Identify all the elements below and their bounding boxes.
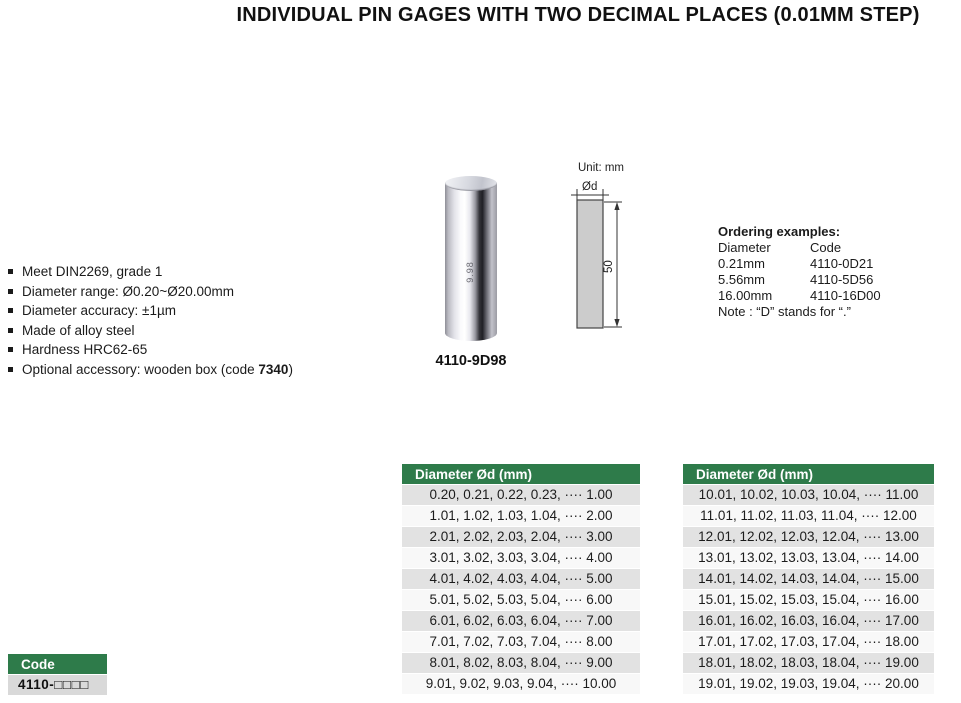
- table-row: 13.01, 13.02, 13.03, 13.04, ···· 14.00: [683, 548, 934, 569]
- ordering-code: 4110-0D21: [810, 256, 874, 271]
- ordering-diameter: 0.21mm: [718, 256, 765, 271]
- table-header: Diameter Ød (mm): [402, 464, 640, 485]
- product-code-label: 4110-9D98: [435, 353, 507, 369]
- ordering-column-headers: [718, 240, 938, 256]
- pin-profile-rect: [577, 200, 603, 328]
- table-row: 0.20, 0.21, 0.22, 0.23, ···· 1.00: [402, 485, 640, 506]
- table-row: 2.01, 2.02, 2.03, 2.04, ···· 3.00: [402, 527, 640, 548]
- table-row: 17.01, 17.02, 17.03, 17.04, ···· 18.00: [683, 632, 934, 653]
- code-block-header: Code: [8, 654, 107, 675]
- ordering-code: 4110-5D56: [810, 272, 874, 287]
- page-title: INDIVIDUAL PIN GAGES WITH TWO DECIMAL PLACES (0.01MM STEP): [236, 4, 920, 26]
- ordering-diameter: 5.56mm: [718, 272, 765, 287]
- table-row: 1.01, 1.02, 1.03, 1.04, ···· 2.00: [402, 506, 640, 527]
- table-row: 5.01, 5.02, 5.03, 5.04, ···· 6.00: [402, 590, 640, 611]
- ordering-example-row: [718, 288, 938, 304]
- feature-item: [8, 282, 388, 302]
- table-row: 15.01, 15.02, 15.03, 15.04, ···· 16.00: [683, 590, 934, 611]
- dimension-drawing: [553, 155, 648, 345]
- feature-item: [8, 262, 388, 282]
- code-block: [8, 654, 107, 695]
- ordering-diameter: 16.00mm: [718, 288, 773, 303]
- ordering-example-row: [718, 256, 938, 272]
- feature-text: Hardness HRC62-65: [22, 342, 148, 357]
- feature-item: [8, 301, 388, 321]
- table-row: 8.01, 8.02, 8.03, 8.04, ···· 9.00: [402, 653, 640, 674]
- table-row: 10.01, 10.02, 10.03, 10.04, ···· 11.00: [683, 485, 934, 506]
- feature-item: [8, 340, 388, 360]
- ordering-code: 4110-16D00: [810, 288, 881, 303]
- bullet-square-icon: [8, 367, 13, 372]
- feature-text: Diameter accuracy: ±1µm: [22, 303, 176, 318]
- pin-cylinder-body: [445, 183, 497, 341]
- bullet-square-icon: [8, 289, 13, 294]
- accessory-code: 7340: [258, 361, 289, 377]
- table-row: 6.01, 6.02, 6.03, 6.04, ···· 7.00: [402, 611, 640, 632]
- ordering-note: Note : “D” stands for “.”: [718, 304, 851, 319]
- table-row: 4.01, 4.02, 4.03, 4.04, ···· 5.00: [402, 569, 640, 590]
- table-row: 14.01, 14.02, 14.03, 14.04, ···· 15.00: [683, 569, 934, 590]
- ordering-example-row: [718, 272, 938, 288]
- bullet-square-icon: [8, 308, 13, 313]
- bullet-square-icon: [8, 269, 13, 274]
- table-row: 9.01, 9.02, 9.03, 9.04, ···· 10.00: [402, 674, 640, 695]
- arrowhead-up-icon: [614, 202, 619, 210]
- diameter-table-1: [402, 464, 640, 695]
- pin-engraving-text: 9.98: [464, 261, 475, 283]
- pin-cylinder-top: [445, 176, 497, 191]
- table-row: 7.01, 7.02, 7.03, 7.04, ···· 8.00: [402, 632, 640, 653]
- ordering-col-code: Code: [810, 240, 842, 255]
- arrowhead-down-icon: [614, 319, 619, 327]
- diameter-table-2: [683, 464, 934, 695]
- table-row: 18.01, 18.02, 18.03, 18.04, ···· 19.00: [683, 653, 934, 674]
- code-block-value: 4110-□□□□: [8, 675, 107, 695]
- table-row: 12.01, 12.02, 12.03, 12.04, ···· 13.00: [683, 527, 934, 548]
- ordering-col-diameter: Diameter: [718, 240, 771, 255]
- feature-text: Meet DIN2269, grade 1: [22, 264, 163, 279]
- feature-item-optional-accessory: [8, 360, 388, 380]
- feature-text: Optional accessory: wooden box (code 7340): [22, 361, 293, 377]
- ordering-heading: Ordering examples:: [718, 224, 841, 239]
- table-row: 19.01, 19.02, 19.03, 19.04, ···· 20.00: [683, 674, 934, 695]
- bullet-square-icon: [8, 328, 13, 333]
- table-row: 11.01, 11.02, 11.03, 11.04, ···· 12.00: [683, 506, 934, 527]
- unit-label: Unit: mm: [578, 162, 624, 174]
- table-row: 16.01, 16.02, 16.03, 16.04, ···· 17.00: [683, 611, 934, 632]
- ordering-examples: [718, 224, 938, 320]
- diameter-dim-label: Ød: [582, 181, 598, 193]
- pin-gage-photo: [445, 176, 497, 341]
- table-header: Diameter Ød (mm): [683, 464, 934, 485]
- feature-item: [8, 321, 388, 341]
- bullet-square-icon: [8, 347, 13, 352]
- feature-text: Diameter range: Ø0.20~Ø20.00mm: [22, 283, 234, 299]
- table-row: 3.01, 3.02, 3.03, 3.04, ···· 4.00: [402, 548, 640, 569]
- feature-list: [8, 262, 388, 379]
- feature-text: Made of alloy steel: [22, 322, 135, 338]
- length-dim-label: 50: [603, 260, 615, 273]
